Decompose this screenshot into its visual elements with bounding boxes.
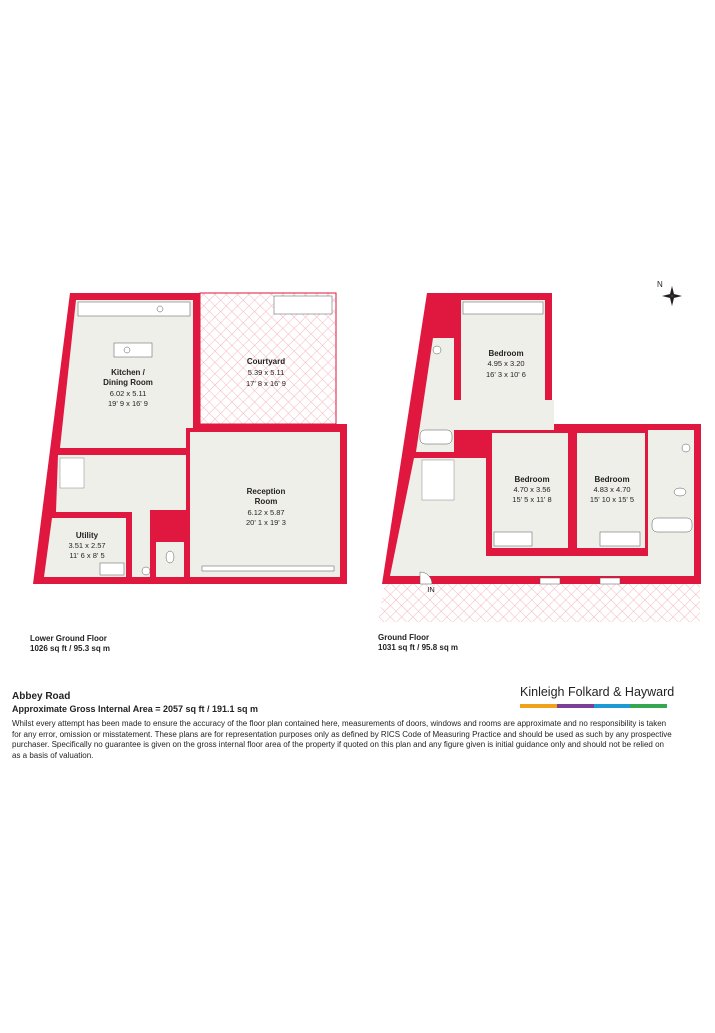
property-name: Abbey Road — [12, 691, 71, 702]
kitchen-metric: 6.02 x 5.11 — [109, 389, 147, 398]
basin-icon — [142, 567, 150, 575]
bedroom-1-metric: 4.95 x 3.20 — [487, 359, 525, 368]
basin-icon-ground-2 — [682, 444, 690, 452]
bedroom-2-wardrobe — [494, 532, 532, 546]
bedroom-2-metric: 4.70 x 3.56 — [513, 485, 551, 494]
reception-imperial: 20' 1 x 19' 3 — [246, 518, 286, 527]
kitchen-imperial: 19' 9 x 16' 9 — [108, 399, 148, 408]
front-window-2 — [600, 578, 620, 584]
toilet-icon — [166, 551, 174, 563]
bedroom-3-name: Bedroom — [594, 475, 630, 484]
brand-color-bar — [520, 704, 667, 708]
bedroom-3-imperial: 15' 10 x 15' 5 — [589, 495, 635, 504]
courtyard-metric: 5.39 x 5.11 — [247, 368, 285, 377]
kitchen-island — [114, 343, 152, 357]
utility-name: Utility — [75, 531, 99, 540]
ground-floor-label: Ground Floor — [378, 633, 430, 642]
brand-logo: Kinleigh Folkard & Hayward — [520, 685, 675, 699]
basin-icon-ground — [433, 346, 441, 354]
courtyard-storage — [274, 296, 332, 314]
brand-bar-segment — [630, 704, 667, 708]
kitchen-name-2: Dining Room — [103, 378, 153, 387]
lower-ground-floor-label: Lower Ground Floor — [30, 634, 107, 643]
courtyard-name: Courtyard — [246, 357, 286, 366]
courtyard-imperial: 17' 8 x 16' 9 — [246, 379, 286, 388]
compass-icon — [657, 280, 682, 306]
bath-icon — [420, 430, 452, 444]
reception-name-2: Room — [254, 497, 278, 506]
brand-bar-segment — [557, 704, 594, 708]
bedroom-3-metric: 4.83 x 4.70 — [593, 485, 631, 494]
brand-bar-segment — [594, 704, 631, 708]
lower-stair — [60, 458, 84, 488]
bedroom-2-imperial: 15' 5 x 11' 8 — [512, 495, 552, 504]
utility-worktop — [100, 563, 124, 575]
compass-letter: N — [657, 280, 663, 289]
disclaimer-text: Whilst every attempt has been made to ensure the accuracy of the floor plan contained here, measurements of doors, windows and rooms are approximate and no responsibility is taken for any error, omission or misstatement. These plans are for representation purposes only as defined by RICS Code of Measuring Practice and should be used as such by any prospective purchaser. Specifically no guarantee is given on the gross internal floor area of the property if quoted on this plan and any figure given is initial guidance only and should not be relied on as a basis of valuation. — [12, 719, 672, 760]
landing-floor — [454, 400, 554, 430]
reception-metric: 6.12 x 5.87 — [247, 508, 285, 517]
toilet-icon-ground — [674, 488, 686, 496]
bedroom-3-wardrobe — [600, 532, 640, 546]
brand-bar-segment — [520, 704, 557, 708]
bedroom-1-name: Bedroom — [488, 349, 524, 358]
front-window-1 — [540, 578, 560, 584]
reception-name-1: Reception — [246, 487, 286, 496]
kitchen-name-1: Kitchen / — [111, 368, 145, 377]
bedroom-1-imperial: 16' 3 x 10' 6 — [486, 370, 526, 379]
lower-ground-floor-area: 1026 sq ft / 95.3 sq m — [30, 644, 111, 653]
utility-metric: 3.51 x 2.57 — [68, 541, 106, 550]
ground-floor-area: 1031 sq ft / 95.8 sq m — [378, 643, 459, 652]
ground-floor-plan — [378, 293, 701, 622]
ground-stair — [422, 460, 454, 500]
bedroom-2-name: Bedroom — [514, 475, 550, 484]
bath-icon-2 — [652, 518, 692, 532]
gross-internal-area: Approximate Gross Internal Area = 2057 sq ft / 191.1 sq m — [12, 704, 259, 714]
entrance-label: IN — [427, 585, 435, 594]
reception-window — [202, 566, 334, 571]
utility-imperial: 11' 6 x 8' 5 — [69, 551, 105, 560]
bedroom-1-wardrobe — [463, 302, 543, 314]
kitchen-worktop — [78, 302, 190, 316]
